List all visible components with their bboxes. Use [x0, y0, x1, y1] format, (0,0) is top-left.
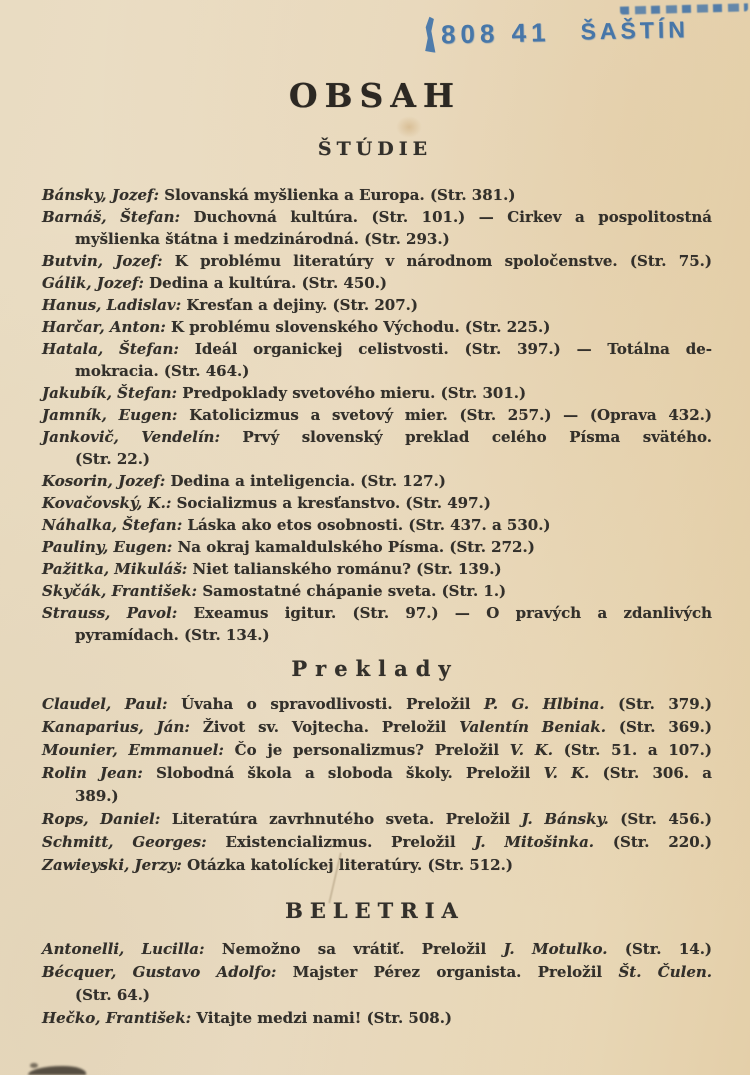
toc-entry: Claudel, Paul: Úvaha o spravodlivosti. Preložil P. G. Hlbina. (Str. 379.) [42, 695, 712, 713]
section-heading-preklady: Preklady [291, 656, 459, 681]
toc-entry: Hečko, František: Vitajte medzi nami! (Str. 508.) [42, 1009, 453, 1027]
toc-entry: Hatala, Štefan: Ideál organickej celistvosti. (Str. 397.) — Totálna de- mokracia. (Str. 464.) [42, 340, 712, 380]
section-heading-beletria: BELETRIA [285, 898, 465, 923]
library-stamp [424, 6, 744, 56]
page-title: OBSAH [288, 76, 462, 115]
toc-entry: Schmitt, Georges: Existencializmus. Preložil J. Mitošinka. (Str. 220.) [42, 833, 712, 851]
toc-entry: Kanaparius, Ján: Život sv. Vojtecha. Preložil Valentín Beniak. (Str. 369.) [42, 718, 713, 736]
toc-entry: Náhalka, Štefan: Láska ako etos osobnosti. (Str. 437. a 530.) [42, 516, 551, 534]
stamp-number: 808 41 [440, 16, 551, 49]
section-entries-preklady [0, 693, 750, 877]
toc-entry: Butvin, Jozef: K problému literatúry v národnom spoločenstve. (Str. 75.) [42, 252, 713, 270]
toc-entry: Jankovič, Vendelín: Prvý slovenský preklad celého Písma svätého. (Str. 22.) [42, 428, 712, 468]
stamp-ink-blot-icon [423, 16, 438, 53]
scan-edge-smudge-nub [30, 1063, 38, 1068]
toc-entry: Kovačovský, K.: Socializmus a kresťanstvo. (Str. 497.) [42, 494, 491, 512]
toc-entry: Gálik, Jozef: Dedina a kultúra. (Str. 450.) [42, 274, 388, 292]
stamp-cutoff-line [620, 3, 748, 14]
toc-entry: Mounier, Emmanuel: Čo je personalizmus? Preložil V. K. (Str. 51. a 107.) [42, 741, 712, 759]
toc-entry: Barnáš, Štefan: Duchovná kultúra. (Str. 101.) — Cirkev a pospolitostná myšlienka štátna i medzinárodná. (Str. 293.) [42, 208, 712, 248]
stamp-place: ŠAŠTÍN [580, 15, 690, 44]
paper-stain [396, 116, 422, 138]
toc-entry: Rops, Daniel: Literatúra zavrhnutého sveta. Preložil J. Bánsky. (Str. 456.) [42, 810, 712, 828]
toc-entry: Bánsky, Jozef: Slovanská myšlienka a Europa. (Str. 381.) [42, 186, 516, 204]
section-entries-beletria [0, 938, 750, 1030]
toc-entry: Pauliny, Eugen: Na okraj kamaldulského Písma. (Str. 272.) [42, 538, 535, 556]
toc-entry: Bécquer, Gustavo Adolfo: Majster Pérez organista. Preložil Št. Čulen. (Str. 64.) [42, 963, 712, 1004]
toc-entry: Zawieyski, Jerzy: Otázka katolíckej literatúry. (Str. 512.) [42, 856, 513, 874]
toc-entry: Strauss, Pavol: Exeamus igitur. (Str. 97.) — O pravých a zdanlivých pyramídach. (Str. 134.) [42, 604, 712, 644]
toc-entry: Antonelli, Lucilla: Nemožno sa vrátiť. Preložil J. Motulko. (Str. 14.) [42, 940, 713, 958]
toc-entry: Rolin Jean: Slobodná škola a sloboda školy. Preložil V. K. (Str. 306. a 389.) [42, 764, 712, 805]
toc-entry: Hanus, Ladislav: Kresťan a dejiny. (Str. 207.) [42, 296, 419, 314]
toc-entry: Skyčák, František: Samostatné chápanie sveta. (Str. 1.) [42, 582, 507, 600]
toc-entry: Jakubík, Štefan: Predpoklady svetového mieru. (Str. 301.) [42, 384, 527, 402]
toc-entry: Kosorin, Jozef: Dedina a inteligencia. (Str. 127.) [42, 472, 446, 490]
toc-entry: Jamník, Eugen: Katolicizmus a svetový mier. (Str. 257.) — (Oprava 432.) [42, 406, 712, 424]
section-entries-studie [0, 184, 750, 646]
toc-entry: Harčar, Anton: K problému slovenského Východu. (Str. 225.) [42, 318, 551, 336]
toc-entry: Pažitka, Mikuláš: Niet talianského románu? (Str. 139.) [42, 560, 502, 578]
section-heading-studie: ŠTÚDIE [317, 138, 433, 160]
